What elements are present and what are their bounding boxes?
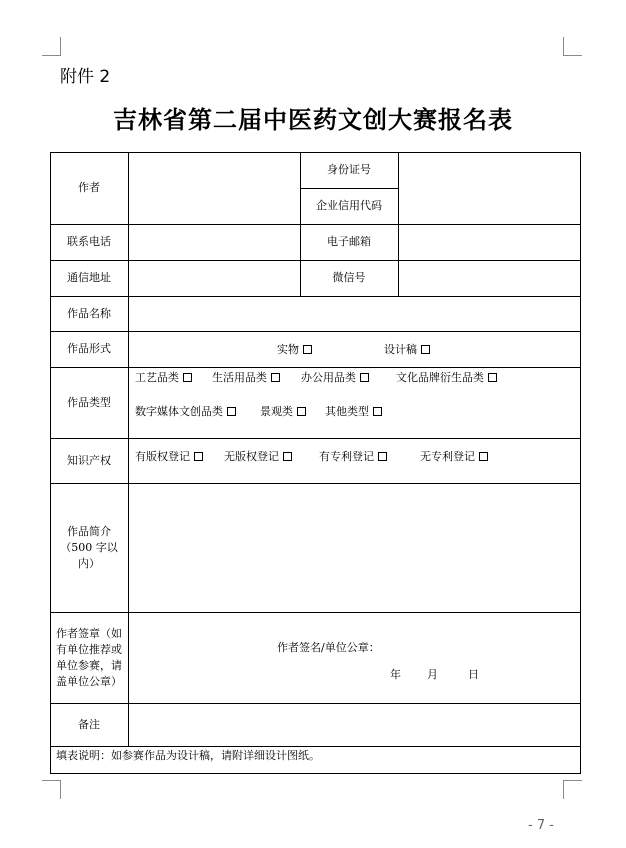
row-divider [50,612,581,613]
signature-label: 作者签章（如有单位推荐或单位参赛，请盖单位公章） [56,626,122,688]
checkbox[interactable] [479,452,488,461]
address-input[interactable] [129,261,300,296]
intro-label: 作品简介（500 字以内） [60,524,118,570]
ip-option[interactable] [135,450,203,464]
wechat-label: 微信号 [332,271,366,284]
ip-option[interactable] [319,450,387,464]
type-option[interactable] [260,405,306,419]
email-label: 电子邮箱 [327,235,371,248]
email-input[interactable] [399,225,581,260]
checkbox[interactable] [194,452,203,461]
id-number-input[interactable] [399,153,581,224]
page-title: 吉林省第二届中医药文创大赛报名表 [113,106,513,134]
work-name-label: 作品名称 [67,306,111,320]
remarks-input[interactable] [129,704,581,746]
option-label: 数字媒体文创品类 [135,405,223,418]
signature-line: 作者签名/单位公章： [277,641,380,654]
ip-label: 知识产权 [67,453,111,467]
remarks-label: 备注 [78,717,100,731]
type-option[interactable] [396,371,497,385]
wechat-input[interactable] [399,261,581,296]
form-option-design[interactable] [384,343,430,357]
option-label: 其他类型 [325,405,369,418]
work-name-input[interactable] [129,297,581,331]
option-label: 景观类 [260,405,293,418]
row-divider [50,746,581,747]
type-option[interactable] [325,405,382,419]
phone-label: 联系电话 [67,235,111,248]
checkbox[interactable] [297,407,306,416]
option-label: 生活用品类 [212,371,267,384]
author-label: 作者 [78,181,100,194]
option-label: 无专利登记 [420,450,475,463]
row-divider [50,367,581,368]
checkbox[interactable] [227,407,236,416]
checkbox[interactable] [183,373,192,382]
crop-mark-top-left [42,37,61,56]
option-label: 办公用品类 [301,371,356,384]
checkbox[interactable] [360,373,369,382]
ip-option[interactable] [420,450,488,464]
fill-instructions: 填表说明：如参赛作品为设计稿，请附详细设计图纸。 [56,749,320,762]
credit-code-label: 企业信用代码 [316,199,382,212]
address-label: 通信地址 [67,271,111,284]
work-form-label: 作品形式 [67,342,111,355]
checkbox[interactable] [303,345,312,354]
option-label: 文化品牌衍生品类 [396,371,484,384]
checkbox[interactable] [283,452,292,461]
option-label: 实物 [277,343,299,356]
checkbox[interactable] [373,407,382,416]
row-divider [50,331,581,332]
signature-day: 日 [468,668,479,681]
ip-option[interactable] [224,450,292,464]
checkbox[interactable] [378,452,387,461]
work-type-label: 作品类型 [67,395,111,409]
type-option[interactable] [135,405,236,419]
option-label: 有版权登记 [135,450,190,463]
crop-mark-bottom-right [563,780,582,799]
checkbox[interactable] [421,345,430,354]
page-number: - 7 - [528,818,554,833]
author-input[interactable] [129,153,300,224]
crop-mark-top-right [563,37,582,56]
checkbox[interactable] [488,373,497,382]
row-divider [50,438,581,439]
signature-month: 月 [427,668,438,681]
phone-input[interactable] [129,225,300,260]
type-option[interactable] [212,371,280,385]
intro-textarea[interactable] [129,484,581,612]
signature-year: 年 [390,668,401,681]
type-option[interactable] [135,371,192,385]
form-option-physical[interactable] [277,343,312,357]
type-option[interactable] [301,371,369,385]
option-label: 无版权登记 [224,450,279,463]
attachment-label: 附件 2 [60,67,111,87]
option-label: 有专利登记 [319,450,374,463]
crop-mark-bottom-left [42,780,61,799]
option-label: 设计稿 [384,343,417,356]
id-number-label: 身份证号 [327,163,371,176]
option-label: 工艺品类 [135,371,179,384]
checkbox[interactable] [271,373,280,382]
